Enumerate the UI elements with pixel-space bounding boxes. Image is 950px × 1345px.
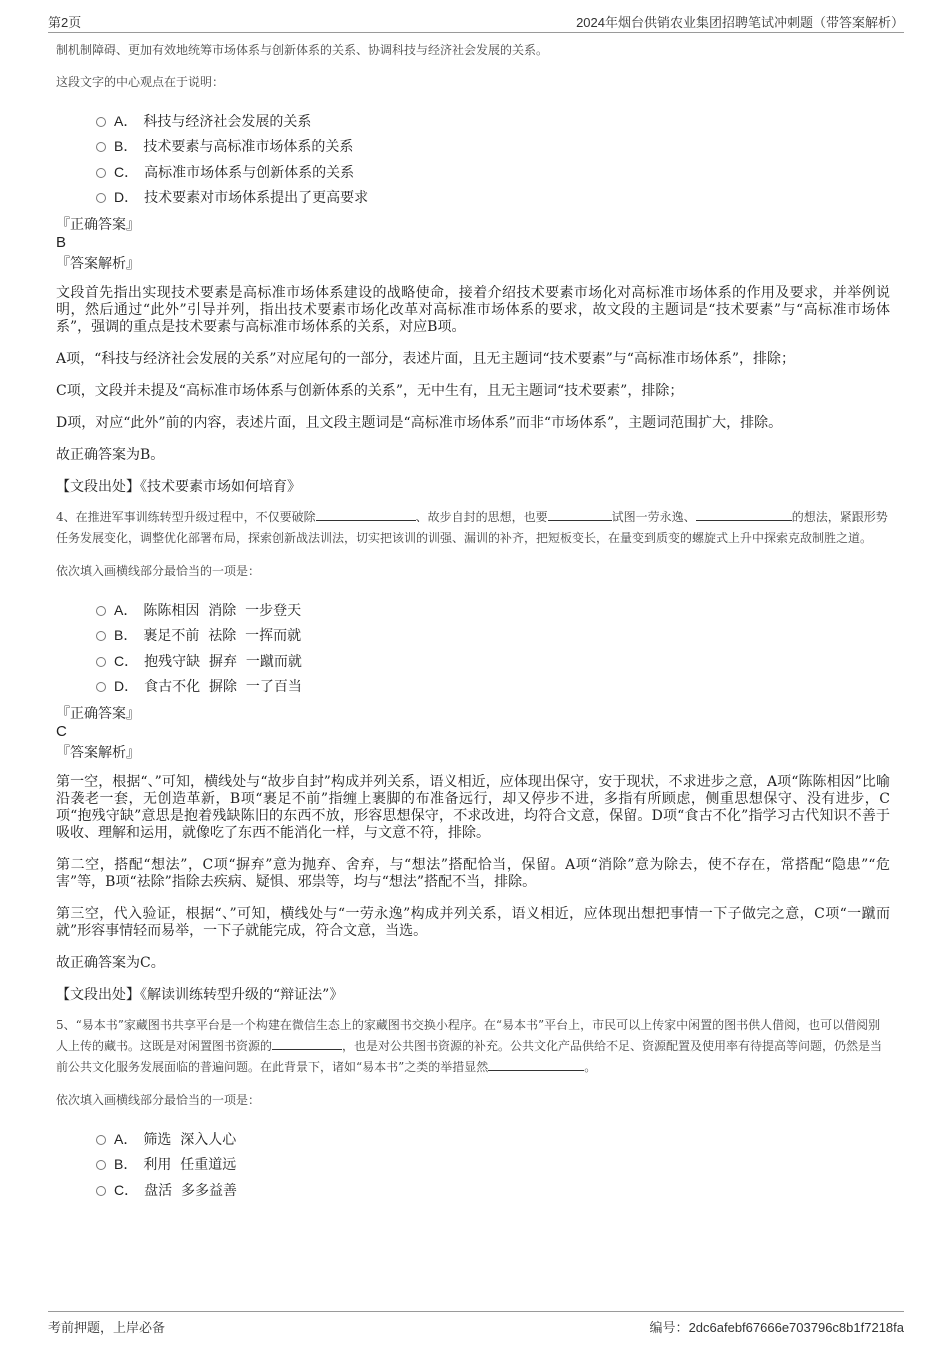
option-b[interactable]: B． 利用 任重道远 bbox=[96, 1152, 890, 1178]
option-a[interactable]: A． 筛选 深入人心 bbox=[96, 1126, 890, 1152]
radio-icon[interactable] bbox=[96, 1160, 106, 1170]
option-a[interactable]: A． 科技与经济社会发展的关系 bbox=[96, 108, 890, 134]
question-5-options bbox=[96, 1126, 890, 1203]
question-4-prompt: 依次填入画横线部分最恰当的一项是： bbox=[56, 564, 261, 578]
fill-blank bbox=[316, 508, 416, 521]
radio-icon[interactable] bbox=[96, 1186, 106, 1196]
fill-blank bbox=[548, 508, 612, 521]
page-content bbox=[56, 40, 890, 1203]
page-header bbox=[48, 10, 904, 33]
analysis-paragraph: C项，文段并未提及“高标准市场体系与创新体系的关系”，无中生有，且无主题词“技术要素”，排除； bbox=[56, 383, 684, 399]
radio-icon[interactable] bbox=[96, 1135, 106, 1145]
fill-blank bbox=[488, 1058, 584, 1071]
source-line: 【文段出处】《技术要素市场如何培育》 bbox=[56, 479, 301, 495]
correct-answer-value: C bbox=[56, 723, 67, 740]
radio-icon[interactable] bbox=[96, 168, 106, 178]
document-code: 编号：2dc6afebf67666e703796c8b1f7218fa bbox=[649, 1320, 904, 1335]
option-b[interactable]: B． 技术要素与高标准市场体系的关系 bbox=[96, 134, 890, 160]
option-d[interactable]: D． 食古不化 摒除 一了百当 bbox=[96, 674, 890, 700]
radio-icon[interactable] bbox=[96, 142, 106, 152]
option-c[interactable]: C． 高标准市场体系与创新体系的关系 bbox=[96, 159, 890, 185]
analysis-paragraph: D项，对应“此外”前的内容，表述片面，且文段主题词是“高标准市场体系”而非“市场体系”，主题词范围扩大，排除。 bbox=[56, 415, 783, 431]
option-d[interactable]: D． 技术要素对市场体系提出了更高要求 bbox=[96, 185, 890, 211]
analysis-paragraph: 第一空，根据“、”可知，横线处与“故步自封”构成并列关系，语义相近，应体现出保守，安于现状，不求进步之意，A项“陈陈相因”比喻沿袭老一套，无创造革新，B项“裹足不前”指缠上裹脚的布准备远行，却又停步不进，多指有所顾虑，侧重思想保守、没有进步，C项“抱残守缺”意思是抱着残缺陈旧的东西不放，形容思想保守，不求改进，均符合文意，保留。D项“食古不化”指学习古代知识不善于吸收、理解和运用，就像吃了东西不能消化一样，与文意不符，排除。 bbox=[56, 774, 890, 841]
footer-slogan: 考前押题，上岸必备 bbox=[48, 1321, 166, 1336]
correct-answer-heading: 『正确答案』 bbox=[56, 217, 140, 233]
question-5-text: 5、“易本书”家藏图书共享平台是一个构建在微信生态上的家藏图书交换小程序。在“易本书”平台上，市民可以上传家中闲置的图书供人借阅，也可以借阅别人上传的藏书。这既是对闲置图书资源的 ，也是对公共图书资源的补充。公共文化产品供给不足、资源配置及使用率有待提高等问题，仍然是当前公共文化服务发展面临的普遍问题。在此背景下，诸如“易本书”之类的举措显然 。 bbox=[56, 1018, 883, 1074]
radio-icon[interactable] bbox=[96, 117, 106, 127]
analysis-paragraph: A项，“科技与经济社会发展的关系”对应尾句的一部分，表述片面，且无主题词“技术要素”与“高标准市场体系”，排除； bbox=[56, 351, 796, 367]
option-c[interactable]: C． 盘活 多多益善 bbox=[96, 1177, 890, 1203]
fill-blank bbox=[696, 508, 792, 521]
page-number: 第2页 bbox=[48, 15, 82, 30]
analysis-paragraph: 文段首先指出实现技术要素是高标准市场体系建设的战略使命，接着介绍技术要素市场化对高标准市场体系的作用及要求，并举例说明，然后通过“此外”引导并列，指出技术要素市场化改革对高标准市场体系的要求，故文段的主题词是“技术要素”与“高标准市场体系”，强调的重点是技术要素与高标准市场体系的关系，对应B项。 bbox=[56, 285, 890, 335]
radio-icon[interactable] bbox=[96, 606, 106, 616]
analysis-paragraph: 第二空，搭配“想法”，C项“摒弃”意为抛弃、舍弃，与“想法”搭配恰当，保留。A项“消除”意为除去，使不存在，常搭配“隐患”“危害”等，B项“祛除”指除去疾病、疑惧、邪祟等，均与“想法”搭配不当，排除。 bbox=[56, 857, 890, 890]
analysis-heading: 『答案解析』 bbox=[56, 745, 140, 761]
question-3-prompt: 这段文字的中心观点在于说明： bbox=[56, 75, 225, 89]
question-3-text: 制机制障碍、更加有效地统筹市场体系与创新体系的关系、协调科技与经济社会发展的关系。 bbox=[56, 43, 549, 57]
option-b[interactable]: B． 裹足不前 祛除 一挥而就 bbox=[96, 623, 890, 649]
analysis-conclusion: 故正确答案为C。 bbox=[56, 955, 165, 971]
radio-icon[interactable] bbox=[96, 657, 106, 667]
source-line: 【文段出处】《解读训练转型升级的“辩证法”》 bbox=[56, 987, 344, 1003]
correct-answer-heading: 『正确答案』 bbox=[56, 706, 140, 722]
analysis-heading: 『答案解析』 bbox=[56, 256, 140, 272]
radio-icon[interactable] bbox=[96, 631, 106, 641]
option-a[interactable]: A． 陈陈相因 消除 一步登天 bbox=[96, 597, 890, 623]
question-4-options bbox=[96, 597, 890, 699]
question-3-options bbox=[96, 108, 890, 210]
radio-icon[interactable] bbox=[96, 682, 106, 692]
correct-answer-value: B bbox=[56, 234, 67, 251]
page-footer bbox=[48, 1311, 904, 1338]
analysis-paragraph: 第三空，代入验证，根据“、”可知，横线处与“一劳永逸”构成并列关系，语义相近，应体现出想把事情一下子做完之意，C项“一蹴而就”形容事情轻而易举，一下子就能完成，符合文意，当选。 bbox=[56, 906, 890, 939]
option-c[interactable]: C． 抱残守缺 摒弃 一蹴而就 bbox=[96, 648, 890, 674]
question-5-prompt: 依次填入画横线部分最恰当的一项是： bbox=[56, 1093, 261, 1107]
question-4-text: 4、在推进军事训练转型升级过程中，不仅要破除 、故步自封的思想，也要 试图一劳永逸、 的想法，紧跟形势任务发展变化，调整优化部署布局，探索创新战法训法，切实把该训的训强、漏训的补齐，把短板变长，在量变到质变的螺旋式上升中探索克敌制胜之道。 bbox=[56, 510, 888, 545]
document-title: 2024年烟台供销农业集团招聘笔试冲刺题（带答案解析） bbox=[576, 15, 904, 30]
fill-blank bbox=[272, 1037, 342, 1050]
analysis-conclusion: 故正确答案为B。 bbox=[56, 447, 165, 463]
radio-icon[interactable] bbox=[96, 193, 106, 203]
